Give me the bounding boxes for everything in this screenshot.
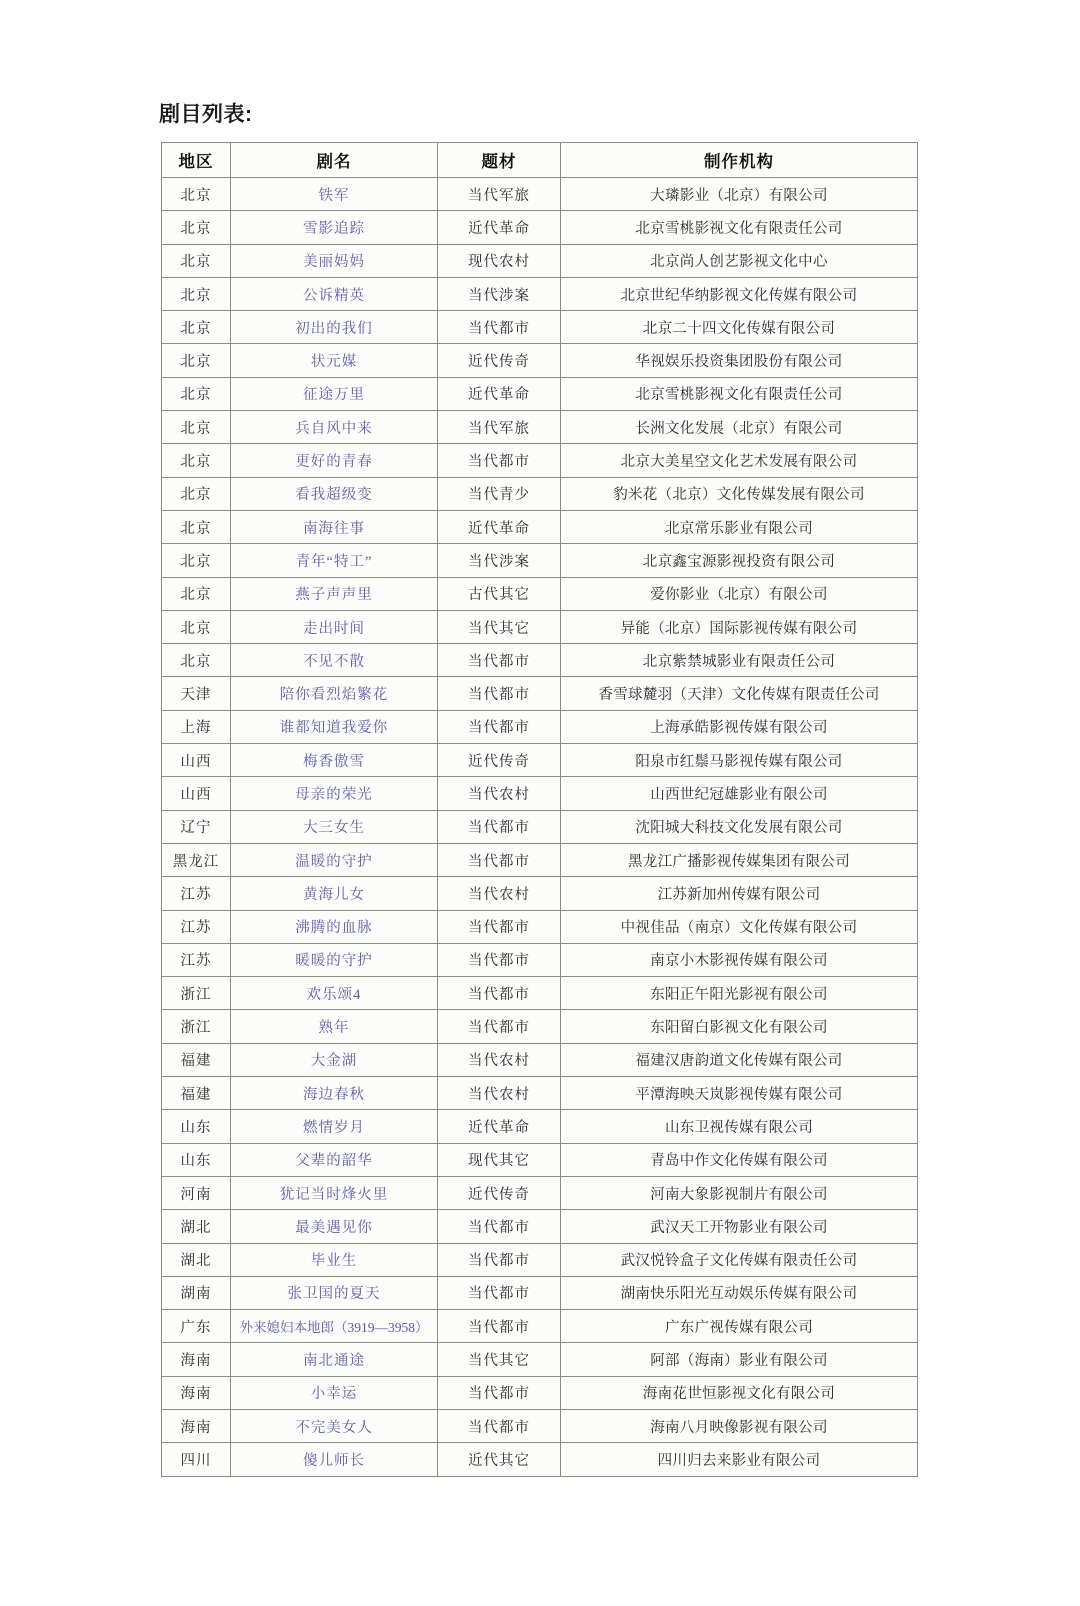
cell-title: 铁军 [231, 178, 438, 211]
cell-genre: 当代都市 [438, 644, 561, 677]
table-row [162, 644, 918, 677]
cell-studio: 大璘影业（北京）有限公司 [561, 178, 918, 211]
cell-genre: 当代都市 [438, 1409, 561, 1442]
cell-genre: 当代涉案 [438, 544, 561, 577]
table-row [162, 444, 918, 477]
cell-studio: 山西世纪冠雄影业有限公司 [561, 777, 918, 810]
cell-genre: 当代都市 [438, 1243, 561, 1276]
cell-title: 美丽妈妈 [231, 244, 438, 277]
cell-genre: 当代都市 [438, 1210, 561, 1243]
column-header-region: 地区 [162, 143, 231, 178]
cell-studio: 广东广视传媒有限公司 [561, 1310, 918, 1343]
cell-title: 外来媳妇本地郎（3919—3958） [231, 1310, 438, 1343]
table-row [162, 377, 918, 410]
cell-title: 不见不散 [231, 644, 438, 677]
cell-genre: 当代都市 [438, 943, 561, 976]
cell-title: 南北通途 [231, 1343, 438, 1376]
cell-title: 傻儿师长 [231, 1443, 438, 1476]
cell-region: 浙江 [162, 1010, 231, 1043]
table-row [162, 977, 918, 1010]
cell-region: 福建 [162, 1077, 231, 1110]
table-row [162, 477, 918, 510]
cell-genre: 当代其它 [438, 1343, 561, 1376]
table-row [162, 344, 918, 377]
table-row [162, 211, 918, 244]
drama-list-table [161, 142, 918, 1477]
cell-region: 广东 [162, 1310, 231, 1343]
cell-studio: 异能（北京）国际影视传媒有限公司 [561, 610, 918, 643]
cell-studio: 福建汉唐韵道文化传媒有限公司 [561, 1043, 918, 1076]
cell-region: 海南 [162, 1343, 231, 1376]
cell-region: 北京 [162, 477, 231, 510]
table-row [162, 1376, 918, 1409]
cell-studio: 长洲文化发展（北京）有限公司 [561, 411, 918, 444]
cell-genre: 近代其它 [438, 1443, 561, 1476]
cell-region: 北京 [162, 311, 231, 344]
cell-title: 不完美女人 [231, 1409, 438, 1442]
page-title: 剧目列表: [159, 103, 253, 126]
cell-genre: 当代都市 [438, 444, 561, 477]
cell-region: 江苏 [162, 877, 231, 910]
table-row [162, 1110, 918, 1143]
cell-genre: 当代都市 [438, 910, 561, 943]
cell-studio: 武汉天工开物影业有限公司 [561, 1210, 918, 1243]
cell-studio: 湖南快乐阳光互动娱乐传媒有限公司 [561, 1276, 918, 1309]
cell-region: 北京 [162, 277, 231, 310]
cell-genre: 当代都市 [438, 1276, 561, 1309]
cell-genre: 当代都市 [438, 311, 561, 344]
cell-genre: 当代军旅 [438, 411, 561, 444]
cell-region: 北京 [162, 411, 231, 444]
column-header-title: 剧名 [231, 143, 438, 178]
cell-title: 谁都知道我爱你 [231, 710, 438, 743]
cell-studio: 阳泉市红鬃马影视传媒有限公司 [561, 744, 918, 777]
cell-region: 海南 [162, 1376, 231, 1409]
cell-title: 沸腾的血脉 [231, 910, 438, 943]
cell-genre: 当代都市 [438, 1376, 561, 1409]
cell-studio: 北京雪桃影视文化有限责任公司 [561, 211, 918, 244]
cell-studio: 北京常乐影业有限公司 [561, 510, 918, 543]
cell-title: 状元媒 [231, 344, 438, 377]
cell-region: 北京 [162, 544, 231, 577]
column-header-genre: 题材 [438, 143, 561, 178]
cell-title: 看我超级变 [231, 477, 438, 510]
cell-studio: 华视娱乐投资集团股份有限公司 [561, 344, 918, 377]
cell-studio: 海南花世恒影视文化有限公司 [561, 1376, 918, 1409]
cell-region: 河南 [162, 1176, 231, 1209]
cell-region: 北京 [162, 610, 231, 643]
cell-studio: 四川归去来影业有限公司 [561, 1443, 918, 1476]
cell-genre: 现代农村 [438, 244, 561, 277]
cell-title: 梅香傲雪 [231, 744, 438, 777]
cell-studio: 香雪球麓羽（天津）文化传媒有限责任公司 [561, 677, 918, 710]
cell-region: 北京 [162, 444, 231, 477]
table-row [162, 1409, 918, 1442]
cell-title: 小幸运 [231, 1376, 438, 1409]
cell-genre: 当代都市 [438, 677, 561, 710]
cell-genre: 当代都市 [438, 1310, 561, 1343]
table-row [162, 744, 918, 777]
cell-studio: 沈阳城大科技文化发展有限公司 [561, 810, 918, 843]
cell-genre: 当代农村 [438, 1043, 561, 1076]
table-row [162, 1210, 918, 1243]
table-row [162, 710, 918, 743]
cell-title: 陪你看烈焰繁花 [231, 677, 438, 710]
cell-region: 北京 [162, 211, 231, 244]
cell-region: 山东 [162, 1110, 231, 1143]
cell-genre: 当代都市 [438, 810, 561, 843]
cell-title: 走出时间 [231, 610, 438, 643]
table-row [162, 777, 918, 810]
cell-title: 燃情岁月 [231, 1110, 438, 1143]
cell-region: 辽宁 [162, 810, 231, 843]
cell-title: 大三女生 [231, 810, 438, 843]
cell-genre: 古代其它 [438, 577, 561, 610]
cell-title: 父辈的韶华 [231, 1143, 438, 1176]
cell-title: 青年“特工” [231, 544, 438, 577]
cell-title: 张卫国的夏天 [231, 1276, 438, 1309]
cell-studio: 爱你影业（北京）有限公司 [561, 577, 918, 610]
cell-studio: 豹米花（北京）文化传媒发展有限公司 [561, 477, 918, 510]
cell-region: 天津 [162, 677, 231, 710]
table-row [162, 311, 918, 344]
cell-genre: 近代传奇 [438, 1176, 561, 1209]
cell-genre: 当代涉案 [438, 277, 561, 310]
cell-region: 浙江 [162, 977, 231, 1010]
cell-studio: 河南大象影视制片有限公司 [561, 1176, 918, 1209]
cell-title: 初出的我们 [231, 311, 438, 344]
cell-genre: 当代都市 [438, 843, 561, 876]
table-row [162, 1276, 918, 1309]
cell-studio: 北京世纪华纳影视文化传媒有限公司 [561, 277, 918, 310]
table-header [162, 143, 918, 178]
table-row [162, 1143, 918, 1176]
table-row [162, 544, 918, 577]
cell-region: 湖北 [162, 1210, 231, 1243]
cell-title: 兵自风中来 [231, 411, 438, 444]
cell-title: 母亲的荣光 [231, 777, 438, 810]
cell-genre: 近代革命 [438, 377, 561, 410]
table-row [162, 1176, 918, 1209]
table-row [162, 1043, 918, 1076]
cell-region: 山西 [162, 777, 231, 810]
cell-region: 北京 [162, 244, 231, 277]
cell-title: 温暖的守护 [231, 843, 438, 876]
cell-studio: 黑龙江广播影视传媒集团有限公司 [561, 843, 918, 876]
cell-region: 山东 [162, 1143, 231, 1176]
cell-studio: 东阳留白影视文化有限公司 [561, 1010, 918, 1043]
table-header-row [162, 143, 918, 178]
cell-title: 暖暖的守护 [231, 943, 438, 976]
cell-studio: 平潭海映天岚影视传媒有限公司 [561, 1077, 918, 1110]
cell-genre: 当代农村 [438, 1077, 561, 1110]
cell-genre: 近代传奇 [438, 744, 561, 777]
cell-title: 征途万里 [231, 377, 438, 410]
cell-title: 南海往事 [231, 510, 438, 543]
cell-genre: 当代都市 [438, 1010, 561, 1043]
cell-genre: 当代军旅 [438, 178, 561, 211]
cell-studio: 北京雪桃影视文化有限责任公司 [561, 377, 918, 410]
cell-genre: 当代农村 [438, 877, 561, 910]
cell-title: 海边春秋 [231, 1077, 438, 1110]
cell-studio: 中视佳品（南京）文化传媒有限公司 [561, 910, 918, 943]
table-row [162, 244, 918, 277]
cell-genre: 近代革命 [438, 1110, 561, 1143]
cell-region: 黑龙江 [162, 843, 231, 876]
cell-title: 熟年 [231, 1010, 438, 1043]
cell-genre: 近代传奇 [438, 344, 561, 377]
cell-genre: 近代革命 [438, 510, 561, 543]
cell-region: 江苏 [162, 910, 231, 943]
cell-title: 大金湖 [231, 1043, 438, 1076]
cell-title: 毕业生 [231, 1243, 438, 1276]
cell-studio: 北京紫禁城影业有限责任公司 [561, 644, 918, 677]
cell-title: 欢乐颂4 [231, 977, 438, 1010]
table-row [162, 1077, 918, 1110]
cell-region: 山西 [162, 744, 231, 777]
table-row [162, 411, 918, 444]
cell-region: 四川 [162, 1443, 231, 1476]
table-row [162, 843, 918, 876]
table-row [162, 277, 918, 310]
table-row [162, 1243, 918, 1276]
table-row [162, 1010, 918, 1043]
cell-genre: 近代革命 [438, 211, 561, 244]
table-row [162, 510, 918, 543]
cell-studio: 北京大美星空文化艺术发展有限公司 [561, 444, 918, 477]
cell-studio: 东阳正午阳光影视有限公司 [561, 977, 918, 1010]
cell-genre: 当代农村 [438, 777, 561, 810]
cell-region: 湖北 [162, 1243, 231, 1276]
cell-studio: 上海承皓影视传媒有限公司 [561, 710, 918, 743]
table-row [162, 178, 918, 211]
cell-genre: 当代其它 [438, 610, 561, 643]
table-row [162, 810, 918, 843]
table-row [162, 910, 918, 943]
cell-studio: 北京鑫宝源影视投资有限公司 [561, 544, 918, 577]
cell-region: 江苏 [162, 943, 231, 976]
table-row [162, 1343, 918, 1376]
cell-title: 黄海儿女 [231, 877, 438, 910]
cell-studio: 南京小木影视传媒有限公司 [561, 943, 918, 976]
table-row [162, 610, 918, 643]
cell-studio: 武汉悦铃盒子文化传媒有限责任公司 [561, 1243, 918, 1276]
table-row [162, 1443, 918, 1476]
cell-studio: 山东卫视传媒有限公司 [561, 1110, 918, 1143]
cell-genre: 现代其它 [438, 1143, 561, 1176]
cell-region: 北京 [162, 377, 231, 410]
table-row [162, 677, 918, 710]
cell-title: 燕子声声里 [231, 577, 438, 610]
cell-region: 北京 [162, 344, 231, 377]
cell-studio: 江苏新加州传媒有限公司 [561, 877, 918, 910]
cell-region: 福建 [162, 1043, 231, 1076]
cell-studio: 北京二十四文化传媒有限公司 [561, 311, 918, 344]
cell-region: 上海 [162, 710, 231, 743]
cell-region: 北京 [162, 510, 231, 543]
table-body [162, 178, 918, 1477]
table-row [162, 1310, 918, 1343]
cell-genre: 当代都市 [438, 977, 561, 1010]
cell-region: 北京 [162, 577, 231, 610]
cell-studio: 海南八月映像影视有限公司 [561, 1409, 918, 1442]
cell-title: 雪影追踪 [231, 211, 438, 244]
cell-genre: 当代青少 [438, 477, 561, 510]
cell-title: 公诉精英 [231, 277, 438, 310]
table-row [162, 943, 918, 976]
cell-title: 最美遇见你 [231, 1210, 438, 1243]
cell-studio: 北京尚人创艺影视文化中心 [561, 244, 918, 277]
cell-genre: 当代都市 [438, 710, 561, 743]
cell-title: 犹记当时烽火里 [231, 1176, 438, 1209]
cell-studio: 阿部（海南）影业有限公司 [561, 1343, 918, 1376]
table-row [162, 877, 918, 910]
cell-studio: 青岛中作文化传媒有限公司 [561, 1143, 918, 1176]
cell-region: 北京 [162, 644, 231, 677]
cell-region: 北京 [162, 178, 231, 211]
table-row [162, 577, 918, 610]
column-header-studio: 制作机构 [561, 143, 918, 178]
cell-title: 更好的青春 [231, 444, 438, 477]
cell-region: 湖南 [162, 1276, 231, 1309]
cell-region: 海南 [162, 1409, 231, 1442]
drama-list-table-container [161, 142, 917, 1477]
